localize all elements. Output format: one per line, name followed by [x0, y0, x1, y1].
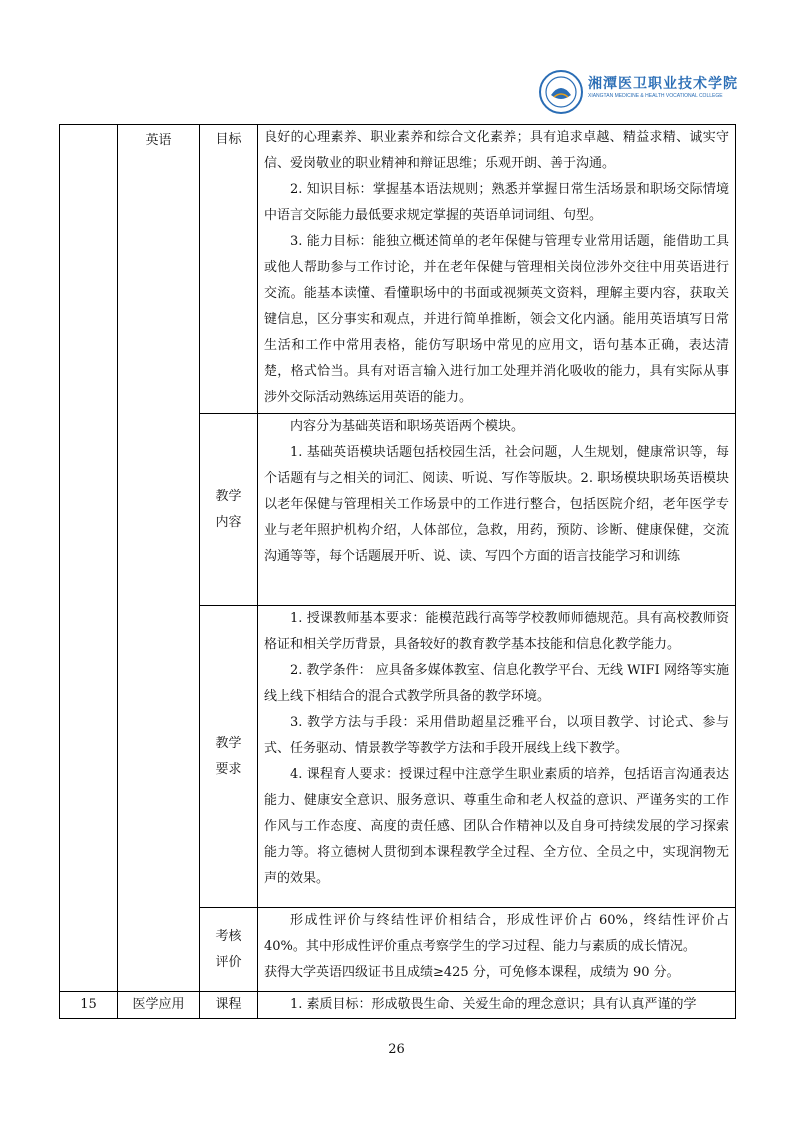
requirement-paragraph: 2. 教学条件： 应具备多媒体教室、信息化教学平台、无线 WIFI 网络等实施线上线下相结合的混合式教学所具备的教学环境。: [264, 663, 729, 704]
assessment-label-line: 评价: [215, 954, 242, 970]
page-number: 26: [388, 1042, 405, 1057]
course-label-cell: [200, 992, 258, 1019]
goal-paragraph: 2. 知识目标：掌握基本语法规则；熟悉并掌握日常生活场景和职场交际情境中语言交际能力最低要求规定掌握的英语单词词组、句型。: [264, 182, 729, 223]
assessment-paragraph: 获得大学英语四级证书且成绩≥425 分，可免修本课程，成绩为 90 分。: [264, 965, 680, 980]
course-name-cell: [118, 125, 200, 992]
goal-paragraph: 良好的心理素养、职业素养和综合文化素养；具有追求卓越、精益求精、诚实守信、爱岗敬业的职业精神和辩证思维；乐观开朗、善于沟通。: [264, 130, 729, 171]
requirement-paragraph: 1. 授课教师基本要求：能模范践行高等学校教师师德规范。具有高校教师资格证和相关学历背景，具备较好的教育教学基本技能和信息化教学能力。: [264, 611, 729, 652]
row-number-cell: [60, 125, 118, 992]
assessment-label-cell: [200, 908, 258, 992]
course-paragraph: 1. 素质目标：形成敬畏生命、关爱生命的理念意识；具有认真严谨的学: [290, 997, 697, 1012]
logo-college-name: 湘潭医卫职业技术学院: [588, 76, 738, 92]
course-label: 课程: [215, 997, 242, 1012]
course-name: 英语: [145, 133, 172, 148]
requirement-label-line: 要求: [215, 761, 242, 777]
college-logo: [538, 69, 738, 115]
course-name: 医学应用: [132, 997, 185, 1012]
row-number-cell: [60, 992, 118, 1019]
goal-label-cell: [200, 125, 258, 414]
row-number: 15: [80, 997, 97, 1012]
content-paragraph: 内容分为基础英语和职场英语两个模块。: [290, 419, 525, 434]
content-paragraph: 1. 基础英语模块话题包括校园生活，社会问题，人生规划，健康常识等，每个话题有与之相关的词汇、阅读、听说、写作等版块。2. 职场模块职场英语模块以老年保健与管理相关工作场景中的工作进行整合，包括医院介绍，老年医学专业与老年照护机构介绍，人体部位，急救，用药，预防、诊断、健康保健，交流沟通等等，每个话题展开听、说、读、写四个方面的语言技能学习和训练: [264, 445, 729, 564]
content-text-cell: [258, 414, 736, 606]
college-emblem-icon: [538, 69, 584, 115]
goal-text-cell: [258, 125, 736, 414]
content-label-cell: [200, 414, 258, 606]
requirement-paragraph: 3. 教学方法与手段：采用借助超星泛雅平台，以项目教学、讨论式、参与式、任务驱动、情景教学等教学方法和手段开展线上线下教学。: [264, 715, 729, 756]
table-row: [60, 125, 736, 414]
requirement-label-line: 教学: [215, 735, 242, 751]
goal-paragraph: 3. 能力目标：能独立概述简单的老年保健与管理专业常用话题，能借助工具或他人帮助参与工作讨论，并在老年保健与管理相关岗位涉外交往中用英语进行交流。能基本读懂、看懂职场中的书面或视频英文资料，理解主要内容，获取关键信息，区分事实和观点，并进行简单推断，领会文化内涵。能用英语填写日常生活和工作中常用表格，能仿写职场中常见的应用文，语句基本正确，表达清楚，格式恰当。具有对语言输入进行加工处理并消化吸收的能力，具有实际从事涉外交际活动熟练运用英语的能力。: [264, 234, 729, 405]
curriculum-table: [59, 124, 736, 1019]
logo-college-english-name: XIANGTAN MEDICINE & HEALTH VOCATIONAL COLLEGE: [588, 93, 723, 99]
table-row: [60, 992, 736, 1019]
assessment-label-line: 考核: [215, 928, 242, 944]
course-text-cell: [258, 992, 736, 1019]
content-label-line: 教学: [215, 488, 242, 504]
requirement-paragraph: 4. 课程育人要求：授课过程中注意学生职业素质的培养，包括语言沟通表达能力、健康安全意识、服务意识、尊重生命和老人权益的意识、严谨务实的工作作风与工作态度、高度的责任感、团队合作精神以及自身可持续发展的学习探索能力等。将立德树人贯彻到本课程教学全过程、全方位、全员之中，实现润物无声的效果。: [264, 767, 729, 886]
content-label-line: 内容: [215, 514, 242, 530]
assessment-paragraph: 形成性评价与终结性评价相结合，形成性评价占 60%，终结性评价占 40%。其中形成性评价重点考察学生的学习过程、能力与素质的成长情况。: [264, 913, 729, 954]
goal-label: 目标: [215, 132, 242, 147]
requirement-label-cell: [200, 606, 258, 908]
course-name-cell: [118, 992, 200, 1019]
requirement-text-cell: [258, 606, 736, 908]
assessment-text-cell: [258, 908, 736, 992]
